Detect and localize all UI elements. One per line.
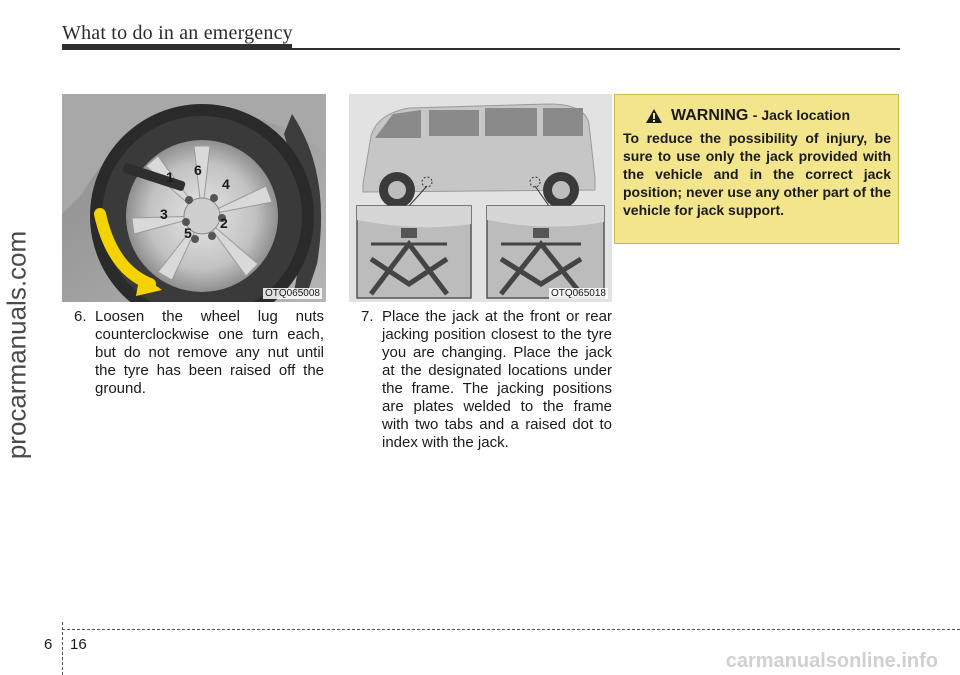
lug-number-2: 2 bbox=[220, 215, 228, 231]
section-number: 6 bbox=[44, 636, 53, 653]
step-6-number: 6. bbox=[74, 308, 87, 325]
page-number: 16 bbox=[70, 636, 87, 653]
wheel-illustration bbox=[62, 94, 326, 302]
van-jack-illustration bbox=[349, 94, 612, 302]
bottom-watermark: carmanualsonline.info bbox=[725, 650, 938, 672]
step-6 bbox=[62, 308, 324, 398]
step-7-text: Place the jack at the front or rear jacking position closest to the tyre you are changing. Place the jack at the designated locations under the frame. The jacking positions are plates welded to the frame with two tabs and a raised dot to index with the jack. bbox=[382, 308, 612, 451]
warning-body: To reduce the possibility of injury, be sure to use only the jack provided with the vehicle and in the correct jack position; never use any other part of the vehicle for jack support. bbox=[623, 130, 891, 218]
figure-code-van: OTQ065018 bbox=[550, 288, 606, 299]
header-rule-thin bbox=[292, 48, 900, 50]
lug-number-5: 5 bbox=[184, 225, 192, 241]
side-watermark bbox=[1, 230, 33, 460]
header-rule-thick bbox=[62, 44, 292, 50]
header-title: What to do in an emergency bbox=[62, 22, 293, 44]
warning-subtitle: - Jack location bbox=[752, 107, 851, 123]
warning-triangle-icon bbox=[645, 108, 663, 124]
step-7-number: 7. bbox=[361, 308, 374, 325]
warning-title: WARNING bbox=[671, 107, 749, 124]
footer-divider-horizontal bbox=[62, 629, 960, 630]
side-watermark-text: procarmanuals.com bbox=[1, 230, 32, 460]
figure-wheel bbox=[62, 94, 326, 302]
lug-number-3: 3 bbox=[160, 206, 168, 222]
lug-number-6: 6 bbox=[194, 162, 202, 178]
lug-number-4: 4 bbox=[222, 176, 230, 192]
step-6-text: Loosen the wheel lug nuts counterclockwise one turn each, but do not remove any nut until the tyre has been raised off the ground. bbox=[95, 308, 324, 397]
step-7 bbox=[349, 308, 612, 452]
figure-van bbox=[349, 94, 612, 302]
lug-number-1: 1 bbox=[166, 169, 174, 185]
warning-box bbox=[614, 94, 899, 244]
figure-code-wheel: OTQ065008 bbox=[264, 288, 320, 299]
warning-header bbox=[645, 107, 850, 125]
